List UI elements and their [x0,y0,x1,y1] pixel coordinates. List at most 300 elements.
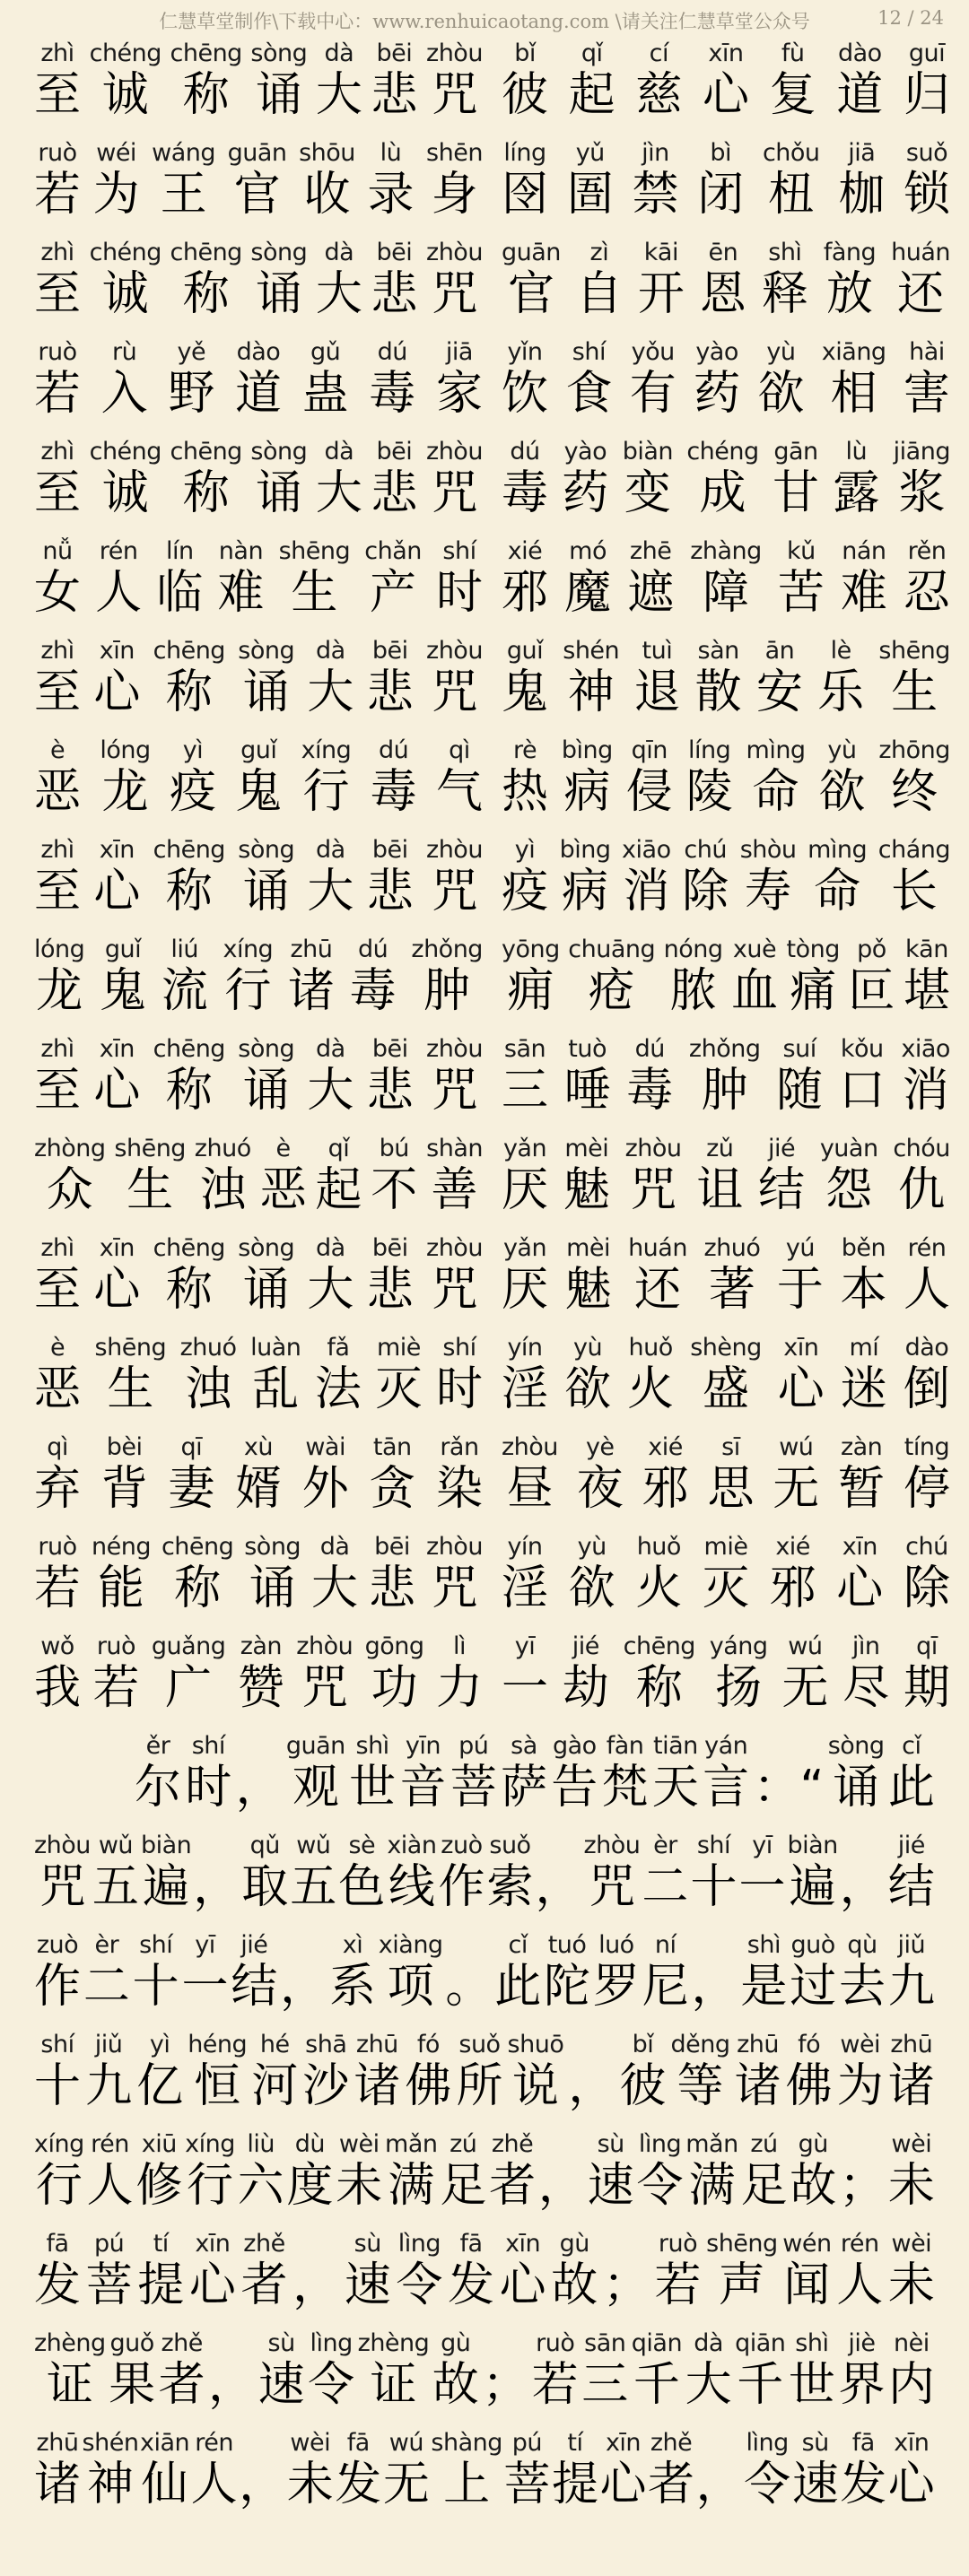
pinyin: sòng [827,1732,885,1760]
ruby-char [486,1832,533,1916]
pinyin: mó [569,537,607,565]
ruby-char [735,2329,785,2414]
ruby-char [808,836,867,920]
pinyin: bēi [371,836,408,864]
ruby-char [238,637,294,721]
pinyin: ruò [38,139,77,167]
pinyin: yī [514,1632,536,1660]
hanzi: 九 [887,1960,935,2014]
ruby-char [838,1433,885,1518]
pinyin: zhòng [34,1135,106,1162]
ruby-char [34,836,81,920]
ruby-line [34,1035,483,1119]
hanzi: 河 [251,2059,299,2113]
hanzi: 恶 [34,1362,82,1416]
hanzi: 痈 [507,964,554,1018]
pinyin: sè [348,1832,376,1859]
hanzi: 扬 [715,1661,763,1715]
hanzi: 欲 [757,367,805,421]
ruby-char [840,1832,886,1916]
pinyin: gù [798,2130,828,2158]
ruby-char [195,1135,251,1219]
pinyin: xíng [301,736,352,764]
ruby-char [782,2230,831,2314]
ruby-char [316,438,362,522]
ruby-char [694,338,740,422]
ruby-char [777,1234,824,1318]
hanzi: 火 [635,1562,683,1615]
hanzi: 心 [188,2258,236,2312]
pinyin: fàng [823,239,877,266]
ruby-char [100,736,150,821]
pinyin: qī [180,1433,203,1461]
pinyin: sān [584,2329,626,2357]
hanzi: 本 [840,1263,887,1317]
hanzi: 女 [34,566,82,620]
ruby-char [602,1732,649,1816]
hanzi: 起 [315,1163,362,1217]
hanzi: 劫 [562,1661,609,1715]
prose-line [34,1832,935,1931]
ruby-char [189,2230,236,2314]
ruby-char [379,1931,443,2015]
pinyin: guǐ [506,637,544,665]
ruby-char [685,2329,732,2414]
ruby-char [888,2329,935,2414]
hanzi: 人 [903,1263,950,1317]
ruby-char [34,2329,106,2414]
hanzi: 唾 [563,1064,611,1118]
hanzi: 药 [562,466,609,520]
ruby-char [34,1334,81,1418]
pinyin: chēng [153,1234,225,1262]
ruby-char [790,2130,836,2215]
ruby-char [34,637,81,721]
pinyin: fā [46,2230,69,2258]
hanzi: ， [292,2258,340,2312]
ruby-char [502,338,548,422]
ruby-char [114,1135,186,1219]
hanzi: 诵 [242,666,290,719]
pinyin: dào [904,1334,949,1362]
hanzi: 毒 [502,466,549,520]
hanzi: 期 [903,1661,950,1715]
ruby-char [700,239,746,323]
pinyin: lìng [397,2230,441,2258]
ruby-char [738,1832,785,1916]
ruby-line [34,1234,483,1318]
hanzi: 产 [370,566,417,620]
pinyin: zhì [40,239,74,266]
ruby-char [87,2130,134,2215]
verse-row [0,1035,969,1135]
hanzi: 所 [456,2059,503,2113]
hanzi: 诵 [242,1064,290,1118]
ruby-char [773,1433,819,1518]
verse-left [34,1632,483,1732]
pinyin: zhèng [357,2329,430,2357]
pinyin: zhē [629,537,672,565]
pinyin: běn [841,1234,886,1262]
ruby-char [682,836,729,920]
pinyin: sòng [238,637,295,665]
hanzi: 遍 [789,1860,836,1914]
verse-right [502,438,950,537]
hanzi: 悲 [369,1562,416,1615]
hanzi: 终 [891,765,938,819]
hanzi: 作 [34,1960,82,2014]
verse-right [502,836,950,936]
pinyin: qī [916,1632,938,1660]
hanzi: 夜 [576,1462,624,1516]
pinyin: cǐ [508,1931,528,1959]
verse-left [34,1433,483,1533]
ruby-char [664,936,723,1020]
pinyin: shí [442,1334,476,1362]
hanzi: 道 [234,367,282,421]
pinyin: è [275,1135,291,1162]
hanzi: 悲 [371,267,418,321]
ruby-char [593,1931,640,2015]
pinyin: mǎn [385,2130,438,2158]
pinyin: yī [752,1832,773,1859]
pinyin: xiāo [901,1035,950,1063]
ruby-char [841,1334,887,1418]
pinyin: chēng [153,1035,225,1063]
verse-row [0,1533,969,1632]
ruby-char [185,2130,235,2215]
ruby-line [34,39,483,124]
pinyin: shēng [706,2230,778,2258]
ruby-char [904,338,950,422]
ruby-char [636,2130,683,2215]
ruby-char [223,936,273,1020]
prose-line [135,1732,935,1832]
ruby-char [735,2031,781,2115]
ruby-char [426,39,483,124]
ruby-char [792,2429,839,2513]
ruby-char [584,1832,641,1916]
ruby-line [34,1135,483,1219]
prose-row [0,1832,969,1931]
hanzi: 安 [755,666,803,719]
hanzi: 咒 [39,1860,86,1914]
ruby-char [776,1035,823,1119]
pinyin: shēng [878,637,950,665]
ruby-char [34,736,81,821]
ruby-char [633,637,680,721]
pinyin: dà [324,39,354,67]
ruby-char [286,2130,333,2215]
hanzi: 杻 [767,168,815,222]
ruby-char [367,637,414,721]
ruby-line [502,139,950,223]
pinyin: nǚ [42,537,73,565]
hanzi: 慈 [635,68,683,122]
hanzi: 内 [887,2358,935,2412]
hanzi: 行 [224,964,272,1018]
ruby-char [619,2031,666,2115]
hanzi: 速 [344,2258,391,2312]
pinyin: wèi [891,2230,932,2258]
hanzi: 圄 [566,168,614,222]
ruby-char [34,1931,81,2015]
pinyin: xié [507,537,543,565]
pinyin: xiū [141,2130,177,2158]
pinyin: dú [634,1035,665,1063]
pinyin: xiāo [622,836,671,864]
hanzi: 贪 [369,1462,416,1516]
hanzi: 未 [336,2159,383,2213]
pinyin: fā [346,2429,370,2457]
verse-row [0,1632,969,1732]
ruby-char [569,1533,615,1617]
ruby-line [34,936,483,1020]
ruby-char [426,438,483,522]
pinyin: tān [372,1433,412,1461]
hanzi: 等 [677,2059,724,2113]
pinyin: xīn [99,1035,135,1063]
pinyin: bǐ [632,2031,654,2058]
hanzi: 咒 [630,1163,677,1217]
pinyin: shòu [739,836,797,864]
ruby-char [307,1234,354,1318]
hanzi: 长 [890,865,938,918]
ruby-char [235,338,282,422]
pinyin: fù [781,39,805,67]
ruby-char [690,537,762,622]
ruby-char [34,438,81,522]
ruby-char [686,736,733,821]
ruby-char [450,1732,497,1816]
verse-row [0,836,969,936]
pinyin: yú [785,1234,815,1262]
hanzi: 咒 [588,1860,635,1914]
ruby-char [632,139,678,223]
ruby-char [840,2429,886,2513]
ruby-line [34,2230,935,2314]
hanzi: 仇 [898,1163,946,1217]
hanzi: 诅 [696,1163,744,1217]
ruby-char [250,1334,301,1418]
hanzi: ， [695,2458,743,2511]
ruby-char [600,2429,647,2513]
pinyin: bèi [106,1433,143,1461]
ruby-char [316,39,362,124]
hanzi: 行 [35,2159,83,2213]
hanzi: ， [239,2458,286,2511]
pinyin: sòng [244,1533,301,1561]
pinyin: lìng [638,2130,682,2158]
ruby-char [296,1632,353,1717]
verse-row [0,1234,969,1334]
hanzi: 三 [502,1064,549,1118]
ruby-char [563,637,619,721]
hanzi: 消 [623,865,670,918]
pinyin: yì [149,2031,170,2058]
hanzi: 人 [836,2258,884,2312]
pinyin: ěr [145,1732,170,1760]
pinyin: yào [563,438,607,466]
pinyin: è [49,1334,65,1362]
verse-left [34,1533,483,1632]
hanzi: 称 [174,1562,222,1615]
ruby-char [494,1931,541,2015]
hanzi: 行 [302,765,350,819]
hanzi: 随 [776,1064,824,1118]
hanzi: 恶 [34,765,82,819]
ruby-char [565,1234,612,1318]
ruby-line [502,438,950,522]
pinyin: wén [782,2230,832,2258]
pinyin: zuò [441,1832,483,1859]
ruby-char [778,1334,825,1418]
pinyin: miè [703,1533,748,1561]
hanzi: 诵 [242,865,290,918]
pinyin: rén [99,537,138,565]
pinyin: lìng [310,2329,353,2357]
verse-right [502,1234,950,1334]
ruby-char [502,836,548,920]
hanzi: 饮 [502,367,549,421]
ruby-char [90,239,162,323]
ruby-line [502,1234,950,1318]
pinyin: xié [775,1533,810,1561]
ruby-char [552,2429,598,2513]
ruby-char [564,1334,611,1418]
ruby-char [625,1135,682,1219]
pinyin: shì [355,1732,389,1760]
pinyin: guān [227,139,287,167]
pinyin: kāi [643,239,678,266]
hanzi: 昼 [506,1462,554,1516]
ruby-char [753,1732,824,1816]
hanzi: 菩 [85,2258,133,2312]
prose-line [34,2031,935,2130]
pinyin: chú [905,1533,948,1561]
prose-line [34,1931,935,2031]
ruby-char [568,2031,615,2115]
hanzi: 观 [292,1761,339,1815]
hanzi: 火 [627,1362,675,1416]
hanzi: 诸 [287,964,335,1018]
hanzi: 禁 [632,168,679,222]
pinyin: guī [908,39,946,67]
pinyin: zhǒng [411,936,483,963]
pinyin: xù [243,1433,274,1461]
ruby-char [250,39,307,124]
pinyin: gù [559,2230,589,2258]
pinyin: xīn [505,2230,541,2258]
ruby-char [241,1832,288,1916]
pinyin: xīn [99,637,135,665]
hanzi: ， [208,2358,256,2412]
pinyin: hé [259,2031,290,2058]
ruby-char [603,2230,650,2314]
hanzi: 厌 [502,1163,549,1217]
ruby-char [34,338,81,422]
hanzi: ， [235,1761,283,1815]
hanzi: 悲 [366,666,414,719]
hanzi: 临 [156,566,204,620]
ruby-char [307,836,354,920]
ruby-char [153,1234,225,1318]
pinyin: sù [801,2429,829,2457]
ruby-char [740,1931,787,2015]
ruby-char [818,736,865,821]
hanzi: 若 [34,1562,82,1615]
hanzi: ， [691,1960,738,2014]
pinyin: yīn [405,1732,441,1760]
verse-row [0,537,969,637]
pinyin: ruò [96,1632,136,1660]
pinyin: zhòu [426,836,483,864]
pinyin: xíng [185,2130,235,2158]
pinyin: rén [907,1234,947,1262]
pinyin: héng [188,2031,248,2058]
ruby-char [746,736,806,821]
ruby-char [756,637,803,721]
hanzi: ； [602,2258,650,2312]
ruby-char [34,239,81,323]
pinyin: rù [112,338,137,366]
ruby-char [349,1732,396,1816]
hanzi: 三 [581,2358,629,2412]
pinyin: shōu [299,139,355,167]
pinyin: gān [773,438,818,466]
hanzi: 未 [887,2159,935,2213]
hanzi: 思 [707,1462,755,1516]
prose-row [0,2329,969,2429]
ruby-char [135,2130,182,2215]
prose-row [0,2130,969,2230]
hanzi: 证 [46,2358,93,2412]
ruby-line [502,736,950,821]
ruby-char [501,1732,547,1816]
verse-left [34,936,483,1035]
pinyin: xiāng [821,338,886,366]
pinyin: chéng [89,239,162,266]
ruby-char [841,537,887,622]
ruby-char [648,2429,694,2513]
ruby-char [757,338,804,422]
pinyin: huán [628,1234,687,1262]
pinyin: tuó [547,1931,587,1959]
ruby-char [689,1035,761,1119]
pinyin: yáng [709,1632,768,1660]
ruby-char [90,438,162,522]
verse-left [34,1334,483,1433]
ruby-char [502,1334,548,1418]
pinyin: gǔ [310,338,341,366]
ruby-char [502,1533,548,1617]
pinyin: cí [649,39,668,67]
prose-line [34,2329,935,2429]
pinyin: xīn [605,2429,642,2457]
pinyin: xiān [139,2429,190,2457]
pinyin: cǐ [902,1732,921,1760]
ruby-char [758,1135,805,1219]
ruby-char [251,2031,298,2115]
ruby-char [93,139,140,223]
ruby-char [365,1632,424,1717]
pinyin: mèi [566,1234,610,1262]
pinyin: yín [507,1533,543,1561]
ruby-char [367,1035,414,1119]
ruby-char [181,1931,228,2015]
hanzi: 病 [563,765,611,819]
hanzi: 称 [165,1064,213,1118]
